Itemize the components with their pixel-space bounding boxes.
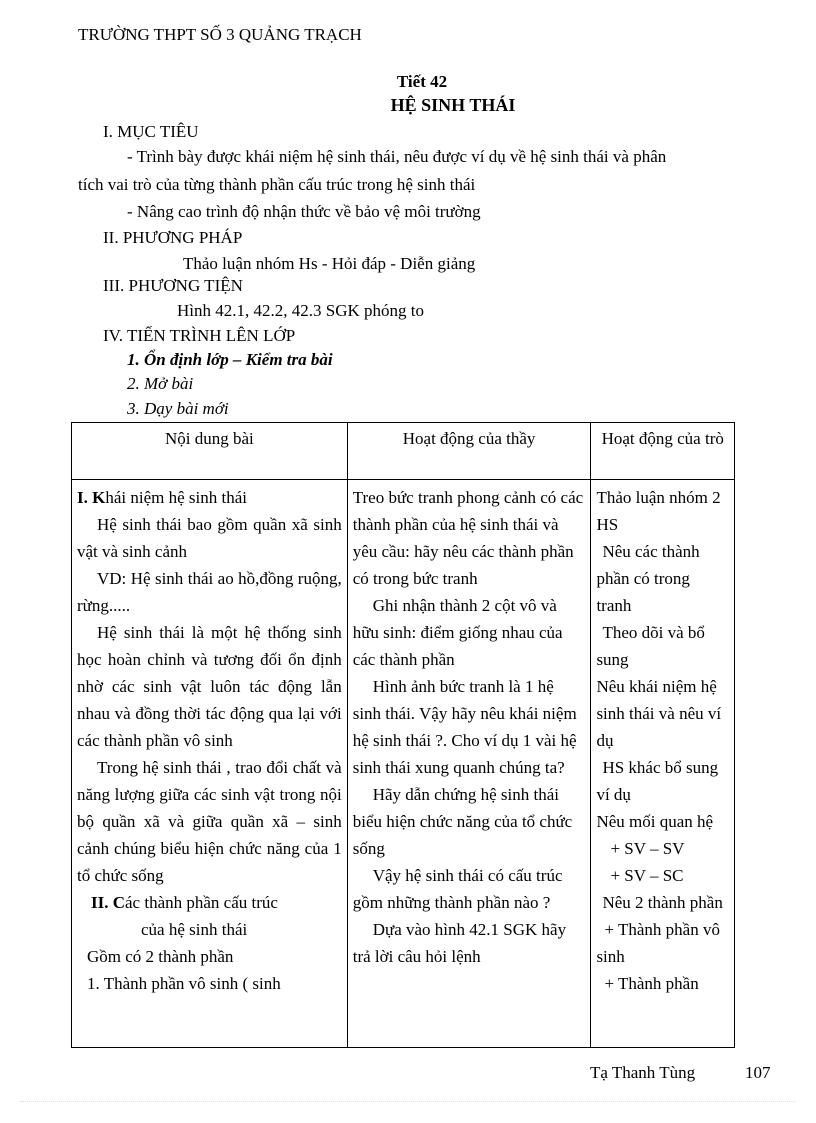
page-title: HỆ SINH THÁI — [390, 95, 516, 115]
teacher-step-3: Hình ảnh bức tranh là 1 hệ sinh thái. Vậy hãy nêu khái niệm hệ sinh thái ?. Cho ví dụ 1 vài hệ sinh thái xung quanh chúng ta? — [352, 677, 577, 777]
lesson-number: Tiết 42 — [396, 72, 448, 91]
procedure-step-3: 3. Dạy bài mới — [127, 399, 229, 418]
concept-example: VD: Hệ sinh thái ao hồ,đồng ruộng, rừng..... — [77, 569, 342, 615]
concept-explanation: Hệ sinh thái là một hệ thống sinh học hoàn chỉnh và tương đối ổn định nhờ các sinh vật luôn tác động lẫn nhau và đồng thời tác động qua lại với các thành phần vô sinh — [77, 623, 342, 750]
section-materials-heading: III. PHƯƠNG TIỆN — [103, 276, 243, 295]
structure-abiotic: 1. Thành phần vô sinh ( sinh — [87, 974, 281, 993]
teacher-step-1: Treo bức tranh phong cảnh có các thành phần của hệ sinh thái và yêu cầu: hãy nêu các thành phần có trong bức tranh — [352, 488, 584, 588]
student-relation-sv-sv: + SV – SV — [610, 839, 685, 858]
student-step-6: Nêu mối quan hệ — [596, 812, 714, 831]
student-step-3: Theo dõi và bổ sung — [596, 623, 705, 669]
objective-line-3: - Nâng cao trình độ nhận thức về bảo vệ môi trường — [127, 202, 481, 221]
concept-definition: Hệ sinh thái bao gồm quần xã sinh vật và sinh cảnh — [77, 515, 342, 561]
footer-page-number: 107 — [745, 1063, 771, 1082]
teacher-cell — [347, 480, 591, 1048]
student-step-5: HS khác bổ sung ví dụ — [596, 758, 719, 804]
header-teacher: Hoạt động của thầy — [347, 423, 591, 480]
concept-heading: I. Khái niệm hệ sinh thái — [77, 488, 247, 507]
section-objectives-heading: I. MỤC TIÊU — [103, 122, 199, 141]
teacher-step-2: Ghi nhận thành 2 cột vô và hữu sinh: điểm giống nhau của các thành phần — [352, 596, 563, 669]
student-step-11: + Thành phần — [604, 974, 699, 993]
page-bottom-divider — [20, 1101, 796, 1102]
header-content: Nội dung bài — [72, 423, 348, 480]
lesson-table — [71, 422, 735, 1048]
method-line: Thảo luận nhóm Hs - Hỏi đáp - Diễn giảng — [183, 254, 476, 273]
structure-heading-cont: của hệ sinh thái — [141, 920, 248, 939]
concept-function: Trong hệ sinh thái , trao đổi chất và năng lượng giữa các sinh vật trong nội bộ quần xã và giữa quần xã – sinh cảnh chúng biểu hiện chức năng của 1 tổ chức sống — [77, 758, 342, 885]
table-row — [72, 480, 735, 1048]
structure-components: Gồm có 2 thành phần — [87, 947, 234, 966]
section-method-heading: II. PHƯƠNG PHÁP — [103, 228, 243, 247]
student-step-1: Thảo luận nhóm 2 HS — [596, 488, 721, 534]
teacher-step-4: Hãy dẫn chứng hệ sinh thái biểu hiện chức năng của tổ chức sống — [352, 785, 573, 858]
objective-line-1: - Trình bày được khái niệm hệ sinh thái, nêu được ví dụ về hệ sinh thái và phân — [127, 147, 667, 166]
procedure-step-1: 1. Ổn định lớp – Kiểm tra bài — [127, 350, 333, 369]
teacher-step-6: Dựa vào hình 42.1 SGK hãy trả lời câu hỏi lệnh — [352, 920, 567, 966]
section-procedure-heading: IV. TIẾN TRÌNH LÊN LỚP — [103, 326, 296, 345]
teacher-step-5: Vậy hệ sinh thái có cấu trúc gồm những thành phần nào ? — [352, 866, 563, 912]
procedure-step-2: 2. Mở bài — [127, 374, 194, 393]
student-step-10: + Thành phần vô sinh — [596, 920, 720, 966]
student-step-4: Nêu khái niệm hệ sinh thái và nêu ví dụ — [596, 677, 722, 750]
structure-heading: II. Các thành phần cấu trúc — [91, 893, 278, 912]
school-name: TRƯỜNG THPT SỐ 3 QUẢNG TRẠCH — [78, 25, 362, 44]
header-student: Hoạt động của trò — [591, 423, 735, 480]
student-step-2: Nêu các thành phần có trong tranh — [596, 542, 700, 615]
materials-line: Hình 42.1, 42.2, 42.3 SGK phóng to — [177, 301, 424, 320]
student-relation-sv-sc: + SV – SC — [610, 866, 684, 885]
student-step-9: Nêu 2 thành phần — [602, 893, 723, 912]
student-cell — [591, 480, 735, 1048]
objective-line-2: tích vai trò của từng thành phần cấu trúc trong hệ sinh thái — [78, 175, 476, 194]
table-header-row — [72, 423, 735, 480]
footer-author: Tạ Thanh Tùng — [590, 1063, 696, 1082]
content-cell — [72, 480, 348, 1048]
